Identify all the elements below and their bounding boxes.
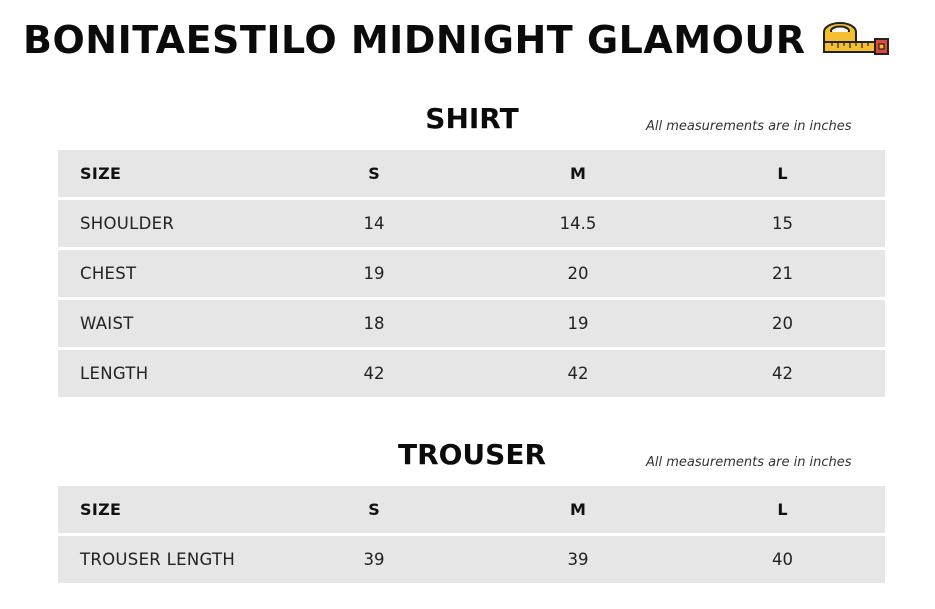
trouser-size-table (58, 486, 885, 586)
table-row (58, 536, 885, 583)
measurement-label: WAIST (80, 314, 134, 333)
page-title-wrap (23, 18, 890, 62)
table-row (58, 350, 885, 397)
size-value: 20 (567, 264, 589, 283)
column-header: S (368, 500, 380, 519)
column-header: SIZE (80, 164, 122, 183)
column-header: M (570, 500, 586, 519)
size-value: 42 (772, 364, 793, 383)
measuring-tape-icon (820, 20, 890, 60)
column-header: SIZE (80, 500, 122, 519)
measurement-label: SHOULDER (80, 214, 175, 233)
shirt-section-title: SHIRT (425, 102, 519, 135)
shirt-measurement-note: All measurements are in inches (646, 119, 852, 134)
measurement-label: CHEST (80, 264, 137, 283)
size-value: 15 (772, 214, 793, 233)
size-value: 14.5 (559, 214, 597, 233)
size-value: 14 (363, 214, 385, 233)
table-header-row (58, 486, 885, 533)
measurement-label: TROUSER LENGTH (80, 550, 236, 569)
table-row (58, 300, 885, 347)
table-row (58, 200, 885, 247)
measurement-label: LENGTH (80, 364, 149, 383)
size-value: 21 (772, 264, 793, 283)
shirt-size-table (58, 150, 885, 400)
column-header: S (368, 164, 380, 183)
table-row (58, 250, 885, 297)
size-value: 42 (363, 364, 385, 383)
size-value: 39 (363, 550, 385, 569)
size-value: 39 (567, 550, 589, 569)
column-header: L (777, 500, 788, 519)
size-value: 40 (772, 550, 793, 569)
trouser-measurement-note: All measurements are in inches (646, 455, 852, 470)
page-title: BONITAESTILO MIDNIGHT GLAMOUR (23, 18, 806, 62)
size-value: 19 (567, 314, 589, 333)
size-value: 20 (772, 314, 793, 333)
trouser-section-title: TROUSER (397, 438, 547, 471)
column-header: M (570, 164, 586, 183)
size-value: 18 (363, 314, 385, 333)
column-header: L (777, 164, 788, 183)
size-value: 19 (363, 264, 385, 283)
size-value: 42 (567, 364, 589, 383)
table-header-row (58, 150, 885, 197)
